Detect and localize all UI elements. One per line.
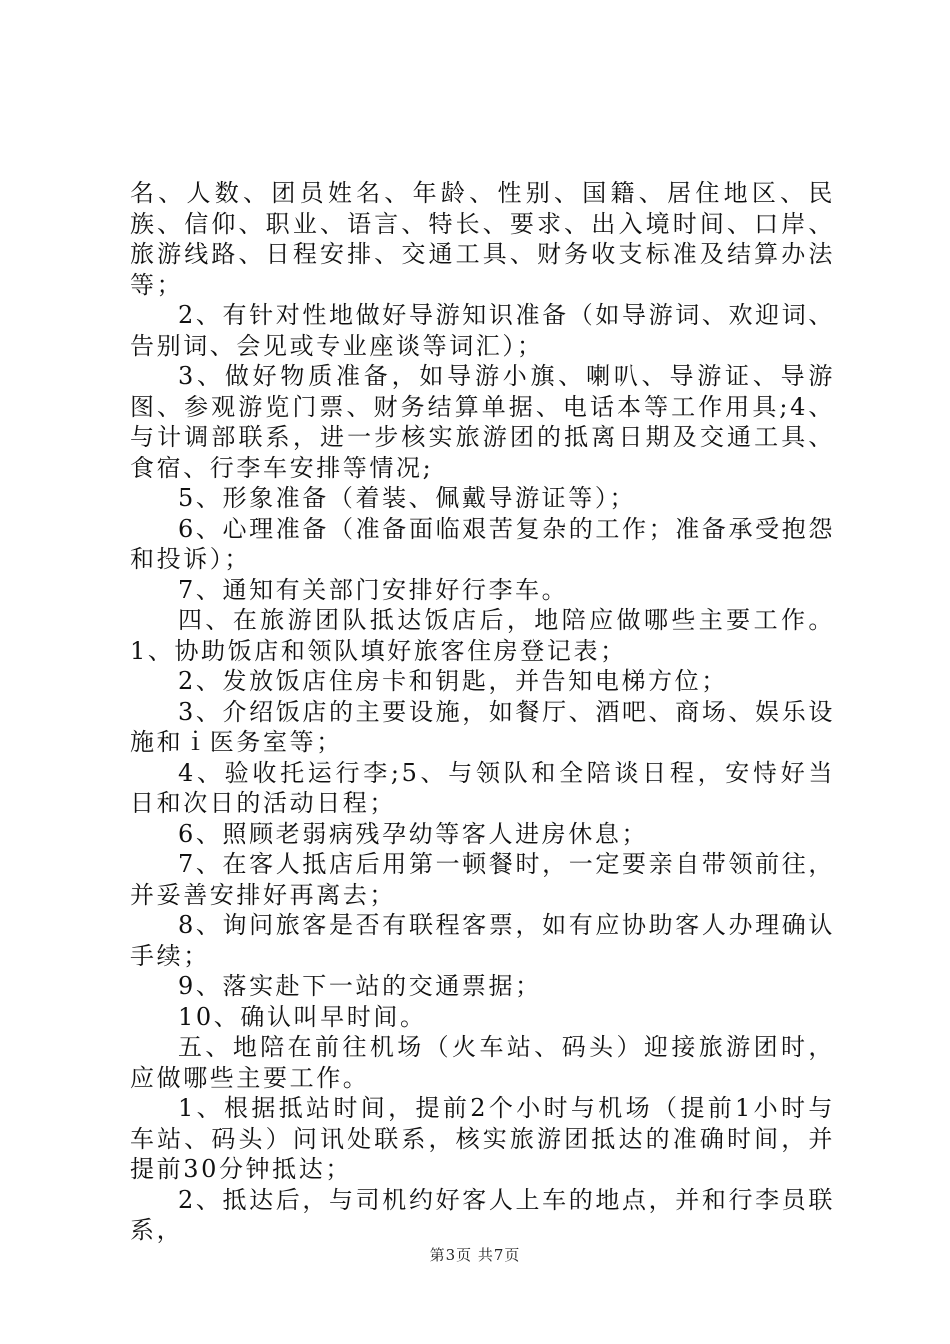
paragraph: 1、根据抵站时间，提前2个小时与机场（提前1小时与车站、码头）问讯处联系，核实旅游团抵达的准确时间，并提前30分钟抵达； [130, 1094, 835, 1183]
page-number-footer: 第3页 共7页 [429, 1246, 521, 1264]
document-body [130, 178, 835, 1246]
paragraph: 10、确认叫早时间。 [178, 1002, 427, 1031]
paragraph: 3、做好物质准备，如导游小旗、喇叭、导游证、导游图、参观游览门票、财务结算单据、电话本等工作用具;4、与计调部联系，进一步核实旅游团的抵离日期及交通工具、食宿、行李车安排等情况; [130, 362, 835, 482]
paragraph: 5、形象准备（着装、佩戴导游证等）； [178, 484, 637, 512]
paragraph: 8、询问旅客是否有联程客票，如有应协助客人办理确认手续； [130, 911, 835, 970]
paragraph: 2、有针对性地做好导游知识准备（如导游词、欢迎词、告别词、会见或专业座谈等词汇）； [130, 301, 835, 360]
paragraph: 2、发放饭店住房卡和钥匙，并告知电梯方位； [178, 667, 728, 695]
paragraph: 四、在旅游团队抵达饭店后，地陪应做哪些主要工作。1、协助饭店和领队填好旅客住房登记表； [130, 606, 835, 665]
paragraph: 7、在客人抵店后用第一顿餐时，一定要亲自带领前往，并妥善安排好再离去； [130, 850, 835, 909]
paragraph: 3、介绍饭店的主要设施，如餐厅、酒吧、商场、娱乐设施和ｉ医务室等； [130, 697, 835, 756]
paragraph: 五、地陪在前往机场（火车站、码头）迎接旅游团时，应做哪些主要工作。 [130, 1033, 835, 1092]
paragraph: 6、照顾老弱病残孕幼等客人进房休息； [178, 819, 649, 848]
paragraph: 名、人数、团员姓名、年龄、性别、国籍、居住地区、民族、信仰、职业、语言、特长、要求、出入境时间、口岸、旅游线路、日程安排、交通工具、财务收支标准及结算办法等； [130, 179, 835, 299]
paragraph: 2、抵达后，与司机约好客人上车的地点，并和行李员联系， [130, 1185, 835, 1244]
paragraph: 4、验收托运行李;5、与领队和全陪谈日程，安恃好当日和次日的活动日程； [130, 758, 835, 817]
paragraph: 9、落实赴下一站的交通票据； [178, 972, 542, 1000]
paragraph: 7、通知有关部门安排好行李车。 [178, 575, 569, 604]
paragraph: 6、心理准备（准备面临艰苦复杂的工作；准备承受抱怨和投诉）； [130, 514, 835, 573]
